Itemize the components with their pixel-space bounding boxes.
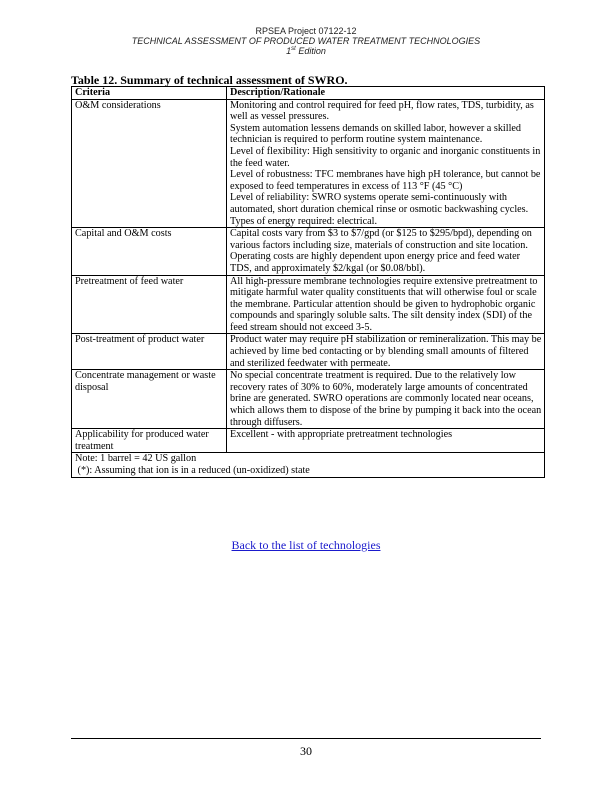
description-line: All high-pressure membrane technologies require extensive pretreatment to mitigate harmful water quality constituents that will otherwise foul or scale the membrane. Particular attention should be given to hydrophobic organic compounds and sparingly soluble salts. The silt density index (SDI) of the feed stream should not exceed 3-5. [230,275,538,333]
back-link-container [0,538,612,553]
project-id: RPSEA Project 07122-12 [255,26,357,36]
table-caption: Table 12. Summary of technical assessment of SWRO. [71,73,348,87]
description-cell [227,334,545,370]
description-line: Types of energy required: electrical. [230,215,378,227]
criteria-cell: Post-treatment of product water [72,334,227,370]
table-row [72,334,545,370]
page-header [0,26,612,56]
criteria-cell: O&M considerations [72,99,227,228]
description-line: Capital costs vary from $3 to $7/gpd (or $125 to $295/bpd), depending on various factors including size, materials of construction and site location. Operating costs are highly dependent upon energy price and feed water TDS, and approximately $2/kgal (or $0.08/bbl). [230,228,532,274]
criteria-cell: Capital and O&M costs [72,228,227,275]
table-note [72,453,545,477]
criteria-cell: Applicability for produced water treatment [72,429,227,453]
footer-divider [71,738,541,739]
table-row [72,429,545,453]
description-cell [227,99,545,228]
column-header-description: Description/Rationale [227,87,545,100]
description-line: System automation lessens demands on skilled labor, however a skilled technician is required to perform routine system maintenance. [230,122,522,146]
description-line: Monitoring and control required for feed pH, flow rates, TDS, turbidity, as well as vessel pressures. [230,99,534,123]
description-line: Level of flexibility: High sensitivity to organic and inorganic constituents in the feed water. [230,145,541,169]
description-cell [227,429,545,453]
edition-suffix: st [291,46,296,52]
description-line: Level of robustness: TFC membranes have high pH tolerance, but cannot be exposed to feed temperatures in excess of 113 °F (45 °C) [230,169,541,192]
description-line: Level of reliability: SWRO systems operate semi-continuously with automated, short duration chemical rinse or osmotic backwashing cycles. [230,192,529,215]
description-cell [227,370,545,429]
description-cell [227,228,545,275]
edition-label: Edition [295,46,326,56]
table-row [72,370,545,429]
report-title: TECHNICAL ASSESSMENT OF PRODUCED WATER TREATMENT TECHNOLOGIES [131,36,481,46]
edition-number: 1 [286,46,292,56]
edition [0,46,612,56]
table-row [72,99,545,228]
table-header-row [72,87,545,100]
table-row [72,275,545,334]
column-header-criteria: Criteria [72,87,227,100]
description-cell [227,275,545,334]
description-line: No special concentrate treatment is required. Due to the relatively low recovery rates of 30% to 60%, moderately large amounts of concentrated brine are generated. SWRO operations are commonly located near oceans, which allows them to dispose of the brine by pumping it back into the ocean through diffusers. [230,370,542,428]
criteria-cell: Concentrate management or waste disposal [72,370,227,429]
table-note-row [72,453,545,477]
description-line: Product water may require pH stabilization or remineralization. This may be achieved by lime bed contacting or by blending small amounts of filtered and sterilized feedwater with permeate. [230,334,542,369]
back-to-technologies-link[interactable]: Back to the list of technologies [231,538,381,552]
swro-assessment-table [71,86,545,478]
note-assumption: (*): Assuming that ion is in a reduced (un-oxidized) state [75,465,310,476]
table-row [72,228,545,275]
description-line: Excellent - with appropriate pretreatment technologies [230,429,453,441]
criteria-cell: Pretreatment of feed water [72,275,227,334]
note-barrel: Note: 1 barrel = 42 US gallon [75,453,197,465]
page-number: 30 [300,744,312,758]
